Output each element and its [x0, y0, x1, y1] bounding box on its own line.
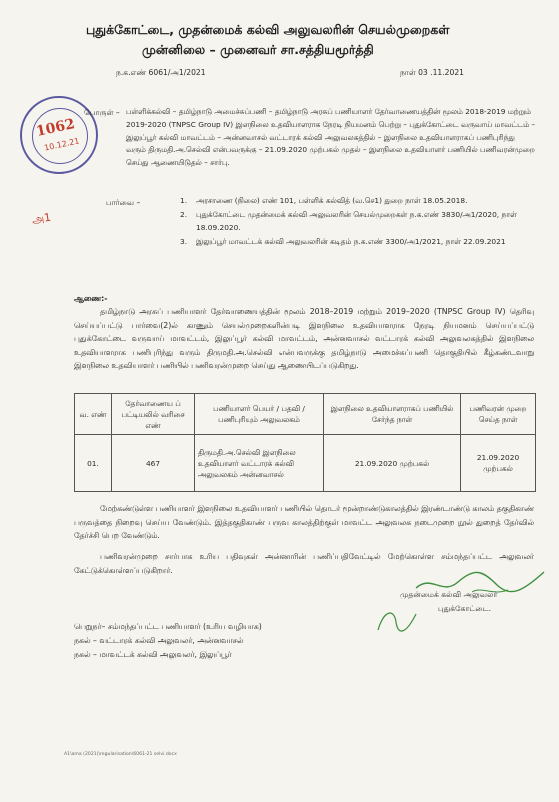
table-header-cell: பணிவரன் முறை செய்த நாள்	[461, 394, 536, 435]
table-cell: திருமதி.அ.செல்வி இளநிலை உதவியாளர் வட்டாரக் கல்வி அலுவலகம் அன்னவாசல்	[195, 435, 324, 492]
table-cell: 01.	[75, 435, 112, 492]
recipients-block	[74, 620, 262, 663]
order-paragraph: தமிழ்நாடு அரசுப் பணியாளர் தேர்வாணையத்தின் மூலம் 2018–2019 மற்றும் 2019–2020 (TNPSC Group IV) தெரிவு செய்யப்பட்டு பார்வை(2)ல் காணும் செயல்முறைகளின்படி இளநிலை உதவியாளராக நேரடி நியமனம் செய்யப்பட்டு புதுக்கோட்டை வருவாய் மாவட்டம், இலுப்பூர் கல்வி மாவட்டம், அன்னவாசல் வட்டாரக் கல்வி அலுவலகத்தில் இளநிலை உதவியாளராக பணிபுரிந்து வரும் திருமதி.அ.செல்வி என்பவருக்கு தமிழ்நாடு அமைச்சுப்பணி தொகுதியில் கீழ்கண்டவாறு இளநிலை உதவியாளர் பணியில் பணிவரன்முறை செய்து ஆணையிடப்படுகிறது.	[74, 307, 534, 371]
table-cell: 21.09.2020 முற்பகல்	[461, 435, 536, 492]
margin-handwritten-mark: அ1	[31, 210, 52, 227]
document-date: நாள் 03 .11.2021	[400, 68, 464, 77]
records-paragraph: பணிவரன்முறை சார்பாக உரிய பதிவுகள் அன்னாரின் பணிப்பதிவேட்டில் மேற்கொள்ள சம்மந்தப்பட்ட அலுவலர் கேட்டுக்கொள்ளப்படுகிறார்.	[74, 552, 534, 575]
subject-text: பள்ளிக்கல்வி – தமிழ்நாடு அமைச்சுப்பணி – தமிழ்நாடு அரசுப் பணியாளர் தேர்வாணையத்தின் மூலம் 2018-2019 மற்றும் 2019-2020 (TNPSC Group IV) இளநிலை உதவியாளராக நேரடி நியமனம் பெற்று – புதுக்கோட்டை வருவாய் மாவட்டம் – இலுப்பூர் கல்வி மாவட்டம் – அன்னவாசல் வட்டாரக் கல்வி அலுவலகத்தில் – இளநிலை உதவியாளராகப் பணிபுரிந்து வரும் திருமதி.அ.செல்வி என்பவருக்கு – 21.09.2020 முற்பகல் முதல் – இளநிலை உதவியாளர் பணியில் பணிவரன்முறை செய்து ஆணையிடுதல் – சார்பு.	[126, 107, 536, 168]
table-header-row	[75, 394, 536, 435]
references-label: பார்வை –	[106, 198, 141, 207]
recipient-line: நகல் – வட்டாரக் கல்வி அலுவலர், அன்னவாசல்	[74, 636, 244, 646]
seal-inward-number: 1062	[34, 116, 77, 140]
seal-inward-date: 10.12.21	[43, 136, 81, 153]
regularisation-table	[74, 393, 536, 492]
reference-item: 3. இலுப்பூர் மாவட்டக் கல்வி அலுவலரின் கடிதம் ந.க.எண் 3300/அ1/2021, நாள் 22.09.2021	[180, 237, 506, 247]
office-header: புதுக்கோட்டை, முதன்மைக் கல்வி அலுவலரின் செயல்முறைகள்	[86, 22, 450, 37]
table-header-cell: தேர்வாணைய ப் பட்டியலில் வரிசை எண்	[112, 394, 195, 435]
signatory-designation: முதன்மைக் கல்வி அலுவலர்	[400, 590, 498, 599]
probation-paragraph: மேற்கண்டுள்ள பணியாளர் இளநிலை உதவியாளர் பணியில் தொடர் மூன்றாண்டுகாலத்தில் இரண்டாண்டு காலம் தகுதிகாண் பருவத்தை நிறைவு செய்ய வேண்டும். இத்தகுதிகாண் பருவ காலத்திற்குள் மாவட்ட அலுவலக நடைமுறை நூல் துறைத் தேர்வில் தேர்ச்சி பெற வேண்டும்.	[74, 504, 534, 541]
signatory-place: புதுக்கோட்டை.	[438, 604, 491, 613]
reference-item: 1. அரசாணை (நிலை) எண் 101, பள்ளிக் கல்வித் (வ.செ1) துறை நாள் 18.05.2018.	[180, 196, 468, 205]
references-list	[180, 195, 540, 251]
subject-label: பொருள் –	[84, 108, 120, 117]
order-heading: ஆணை:-	[74, 294, 108, 303]
initials-scribble	[372, 600, 422, 640]
table-header-cell: வ. எண்	[75, 394, 112, 435]
file-path-footer: A1\ama (2021)\regularisation\6061-21 selvi.docx	[64, 752, 177, 757]
reference-number: ந.க.எண் 6061/அ1/2021	[116, 68, 206, 77]
table-header-cell: இளநிலை உதவியாளராகப் பணியில் சேர்ந்த நாள்	[324, 394, 461, 435]
table-cell: 21.09.2020 முற்பகல்	[324, 435, 461, 492]
recipient-line: பெறுநர்– சம்மந்தப்பட்ட பணியாளர் (உரிய வழியாக)	[74, 622, 262, 631]
table-cell: 467	[112, 435, 195, 492]
table-header-cell: பணியாளர் பெயர் / பதவி / பணிபுரியும் அலுவலகம்	[195, 394, 324, 435]
officer-name-header: முன்னிலை – முனைவர் சா.சத்தியமூர்த்தி	[142, 42, 374, 57]
reference-item: 2. புதுக்கோட்டை முதன்மைக் கல்வி அலுவலரின் செயல்முறைகள் ந.க.எண் 3830/அ1/2020, நாள் 18.09.2020.	[180, 210, 517, 232]
table-row	[75, 435, 536, 492]
recipient-line: நகல் – மாவட்டக் கல்வி அலுவலர், இலுப்பூர்	[74, 650, 232, 660]
